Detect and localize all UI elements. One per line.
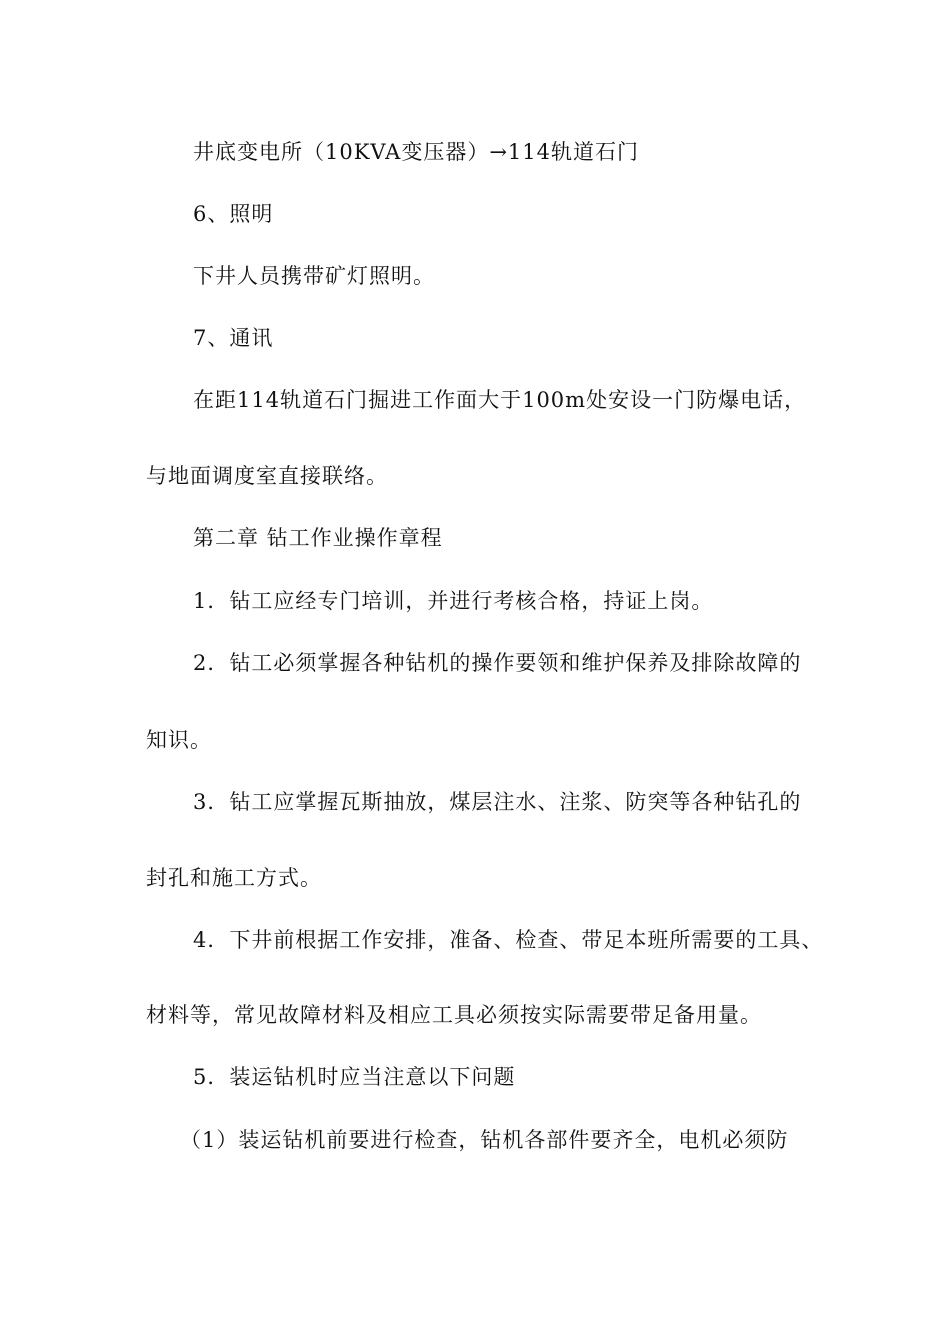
text-line: 与地面调度室直接联络。 (146, 464, 388, 488)
text-line: 封孔和施工方式。 (146, 866, 322, 890)
section-heading: 7、通讯 (193, 326, 274, 350)
text-line: 知识。 (146, 728, 212, 752)
list-item: 4．下井前根据工作安排，准备、检查、带足本班所需要的工具、 (193, 928, 824, 952)
list-item: 5．装运钻机时应当注意以下问题 (193, 1065, 516, 1089)
list-item: 3．钻工应掌握瓦斯抽放，煤层注水、注浆、防突等各种钻孔的 (193, 790, 802, 814)
sub-list-item: （1）装运钻机前要进行检查，钻机各部件要齐全，电机必须防 (180, 1128, 789, 1152)
list-item: 1．钻工应经专门培训，并进行考核合格，持证上岗。 (193, 589, 714, 613)
text-line: 材料等，常见故障材料及相应工具必须按实际需要带足备用量。 (146, 1003, 762, 1027)
list-item: 2．钻工必须掌握各种钻机的操作要领和维护保养及排除故障的 (193, 651, 802, 675)
text-line: 井底变电所（10KVA变压器）→114轨道石门 (193, 140, 639, 164)
chapter-heading: 第二章 钻工作业操作章程 (193, 526, 443, 550)
text-line: 在距114轨道石门掘进工作面大于100m处安设一门防爆电话， (193, 388, 807, 412)
section-heading: 6、照明 (193, 202, 274, 226)
text-line: 下井人员携带矿灯照明。 (193, 264, 435, 288)
